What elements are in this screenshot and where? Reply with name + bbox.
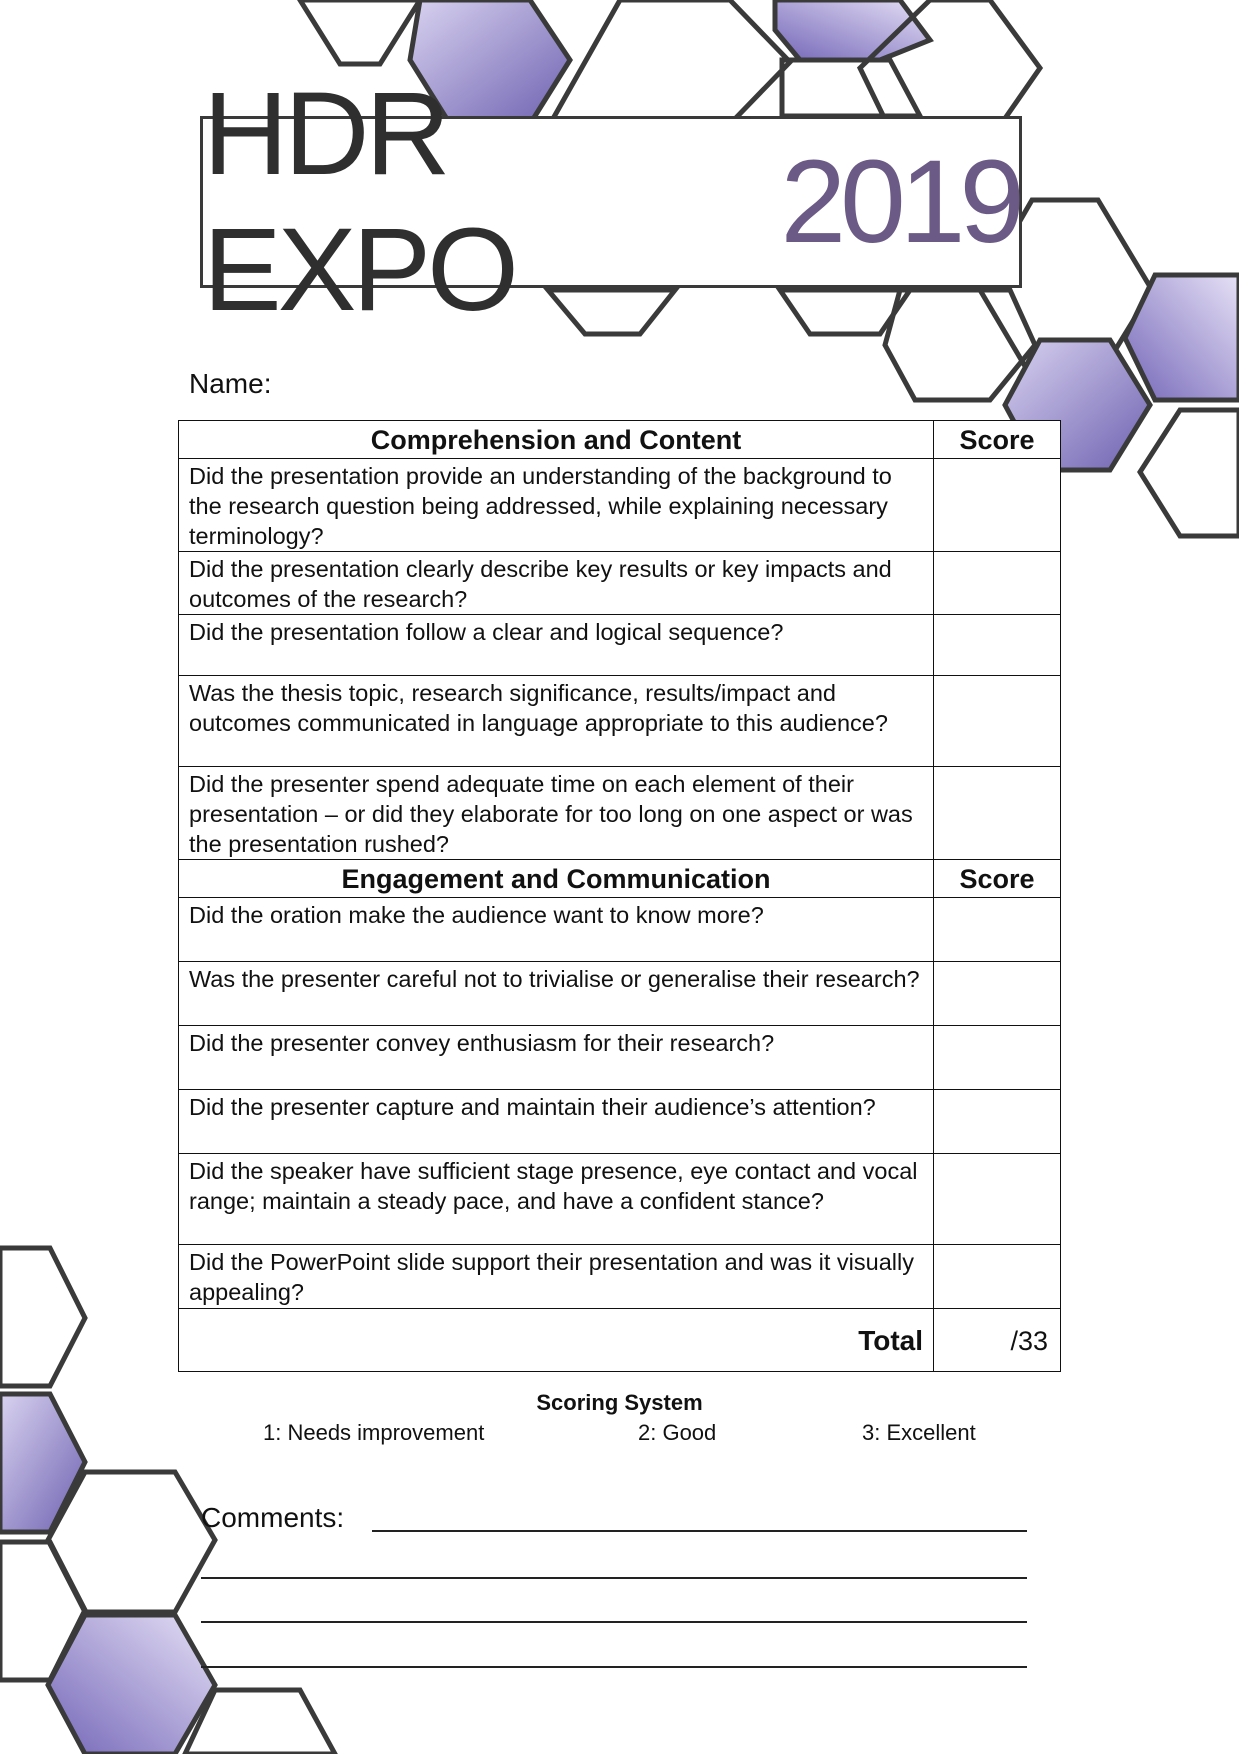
section-title: Comprehension and Content	[179, 421, 934, 459]
total-label: Total	[179, 1309, 934, 1372]
scale-level-1: 1: Needs improvement	[263, 1420, 485, 1445]
scoring-system-title: Scoring System	[536, 1390, 703, 1415]
question-row	[179, 552, 1061, 615]
rubric-table	[178, 420, 1061, 1372]
scale-level-3: 3: Excellent	[862, 1420, 976, 1445]
question-text: Did the oration make the audience want to know more?	[179, 898, 934, 962]
expo-banner	[200, 68, 1022, 336]
score-cell[interactable]	[934, 676, 1061, 767]
question-text: Did the presentation follow a clear and logical sequence?	[179, 615, 934, 676]
question-row	[179, 767, 1061, 860]
question-text: Did the presenter convey enthusiasm for their research?	[179, 1026, 934, 1090]
question-text: Did the presenter spend adequate time on each element of their presentation – or did they elaborate for too long on one aspect or was the presentation rushed?	[179, 767, 934, 860]
score-cell[interactable]	[934, 1026, 1061, 1090]
score-header: Score	[934, 860, 1061, 898]
score-cell[interactable]	[934, 898, 1061, 962]
question-row	[179, 676, 1061, 767]
photo-hexagon	[775, 0, 930, 60]
question-row	[179, 898, 1061, 962]
comment-line[interactable]	[201, 1621, 1027, 1623]
total-row	[179, 1309, 1061, 1372]
comment-line[interactable]	[372, 1530, 1027, 1532]
section-title: Engagement and Communication	[179, 860, 934, 898]
question-text: Did the speaker have sufficient stage presence, eye contact and vocal range; maintain a steady pace, and have a confident stance?	[179, 1154, 934, 1245]
score-cell[interactable]	[934, 459, 1061, 552]
score-cell[interactable]	[934, 615, 1061, 676]
question-text: Was the thesis topic, research significance, results/impact and outcomes communicated in language appropriate to this audience?	[179, 676, 934, 767]
score-cell[interactable]	[934, 1154, 1061, 1245]
name-label: Name:	[189, 368, 272, 399]
comments-label: Comments:	[201, 1502, 345, 1533]
scale-level-2: 2: Good	[638, 1420, 717, 1445]
total-value[interactable]: /33	[934, 1309, 1061, 1372]
banner-title: HDR EXPO	[203, 68, 515, 336]
score-cell[interactable]	[934, 552, 1061, 615]
section-header-row	[179, 860, 1061, 898]
question-row	[179, 1245, 1061, 1309]
comment-line[interactable]	[201, 1666, 1027, 1668]
question-text: Was the presenter careful not to trivialise or generalise their research?	[179, 962, 934, 1026]
question-row	[179, 615, 1061, 676]
banner-year: 2019	[780, 136, 1019, 268]
question-row	[179, 459, 1061, 552]
question-row	[179, 962, 1061, 1026]
section-header-row	[179, 421, 1061, 459]
question-row	[179, 1090, 1061, 1154]
comment-line[interactable]	[201, 1577, 1027, 1579]
score-cell[interactable]	[934, 1245, 1061, 1309]
question-row	[179, 1026, 1061, 1090]
question-row	[179, 1154, 1061, 1245]
score-cell[interactable]	[934, 767, 1061, 860]
score-cell[interactable]	[934, 1090, 1061, 1154]
photo-hexagon	[1125, 275, 1239, 400]
photo-hexagon	[48, 1615, 215, 1754]
question-text: Did the PowerPoint slide support their presentation and was it visually appealing?	[179, 1245, 934, 1309]
question-text: Did the presenter capture and maintain their audience’s attention?	[179, 1090, 934, 1154]
score-header: Score	[934, 421, 1061, 459]
question-text: Did the presentation provide an understanding of the background to the research question being addressed, while explaining necessary terminology?	[179, 459, 934, 552]
question-text: Did the presentation clearly describe key results or key impacts and outcomes of the research?	[179, 552, 934, 615]
score-cell[interactable]	[934, 962, 1061, 1026]
